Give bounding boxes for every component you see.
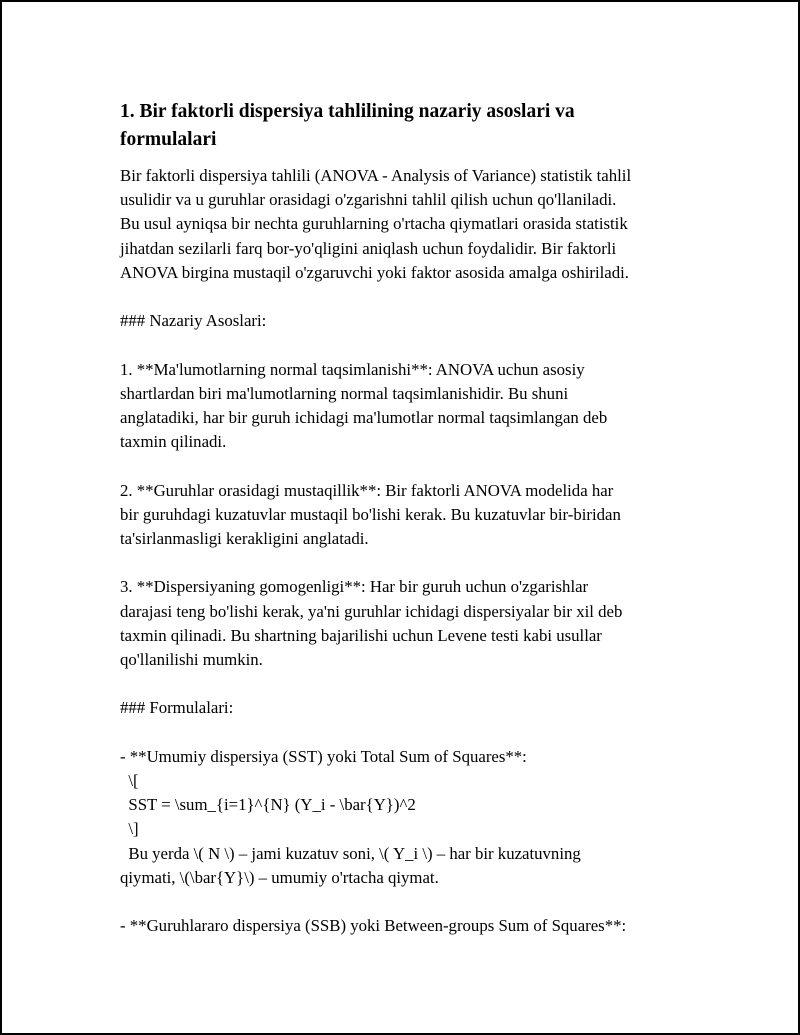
paragraph-line: - **Guruhlararo dispersiya (SSB) yoki Between-groups Sum of Squares**: bbox=[120, 916, 627, 936]
paragraph-line: ANOVA birgina mustaqil o'zgaruvchi yoki faktor asosida amalga oshiriladi. bbox=[120, 262, 630, 282]
formula-block bbox=[120, 745, 720, 890]
blank-line bbox=[120, 333, 720, 357]
paragraph-line: Bu yerda \( N \) – jami kuzatuv soni, \( Y_i \) – har bir kuzatuvning bbox=[120, 843, 581, 863]
paragraph-line: usulidir va u guruhlar orasidagi o'zgarishni tahlil qilish uchun qo'llaniladi. bbox=[120, 190, 617, 210]
formula-block bbox=[120, 914, 720, 938]
blank-line bbox=[120, 672, 720, 696]
list-item bbox=[120, 479, 720, 552]
subsection-title: ### Formulalari: bbox=[120, 698, 234, 718]
heading-line: formulalari bbox=[120, 129, 217, 150]
paragraph-line: anglatadiki, har bir guruh ichidagi ma'lumotlar normal taqsimlangan deb bbox=[120, 408, 608, 427]
paragraph-line: 2. **Guruhlar orasidagi mustaqillik**: Bir faktorli ANOVA modelida har bbox=[120, 480, 614, 500]
document-content bbox=[120, 98, 720, 938]
intro-paragraph bbox=[120, 164, 720, 285]
formula-line: \[ bbox=[120, 770, 139, 790]
list-item bbox=[120, 358, 720, 455]
formula-line: \] bbox=[120, 819, 139, 839]
paragraph-line: bir guruhdagi kuzatuvlar mustaqil bo'lishi kerak. Bu kuzatuvlar bir-biridan bbox=[120, 504, 621, 524]
blank-line bbox=[120, 285, 720, 309]
paragraph-line: qo'llanilishi mumkin. bbox=[120, 650, 263, 669]
subsection-title: ### Nazariy Asoslari: bbox=[120, 311, 267, 331]
blank-line bbox=[120, 551, 720, 575]
blank-line bbox=[120, 721, 720, 745]
blank-line bbox=[120, 454, 720, 478]
heading-line: 1. Bir faktorli dispersiya tahlilining nazariy asoslari va bbox=[120, 101, 575, 122]
paragraph-line: jihatdan sezilarli farq bor-yo'qligini aniqlash uchun foydalidir. Bir faktorli bbox=[120, 238, 617, 258]
formula-line: SST = \sum_{i=1}^{N} (Y_i - \bar{Y})^2 bbox=[120, 795, 416, 815]
paragraph-line: shartlardan biri ma'lumotlarning normal taqsimlanishidir. Bu shuni bbox=[120, 383, 569, 403]
list-item bbox=[120, 575, 720, 672]
paragraph-line: - **Umumiy dispersiya (SST) yoki Total Sum of Squares**: bbox=[120, 746, 527, 766]
paragraph-line: Bir faktorli dispersiya tahlili (ANOVA - Analysis of Variance) statistik tahlil bbox=[120, 166, 632, 185]
paragraph-line: qiymati, \(\bar{Y}\) – umumiy o'rtacha qiymat. bbox=[120, 867, 439, 887]
section-heading bbox=[120, 98, 720, 154]
paragraph-line: 1. **Ma'lumotlarning normal taqsimlanishi**: ANOVA uchun asosiy bbox=[120, 359, 585, 379]
paragraph-line: taxmin qilinadi. Bu shartning bajarilishi uchun Levene testi kabi usullar bbox=[120, 625, 602, 645]
paragraph-line: taxmin qilinadi. bbox=[120, 432, 227, 452]
paragraph-line: ta'sirlanmasligi kerakligini anglatadi. bbox=[120, 529, 369, 548]
paragraph-line: darajasi teng bo'lishi kerak, ya'ni guruhlar ichidagi dispersiyalar bir xil deb bbox=[120, 601, 623, 621]
paragraph-line: Bu usul ayniqsa bir nechta guruhlarning o'rtacha qiymatlari orasida statistik bbox=[120, 214, 628, 234]
blank-line bbox=[120, 890, 720, 914]
paragraph-line: 3. **Dispersiyaning gomogenligi**: Har bir guruh uchun o'zgarishlar bbox=[120, 577, 589, 597]
